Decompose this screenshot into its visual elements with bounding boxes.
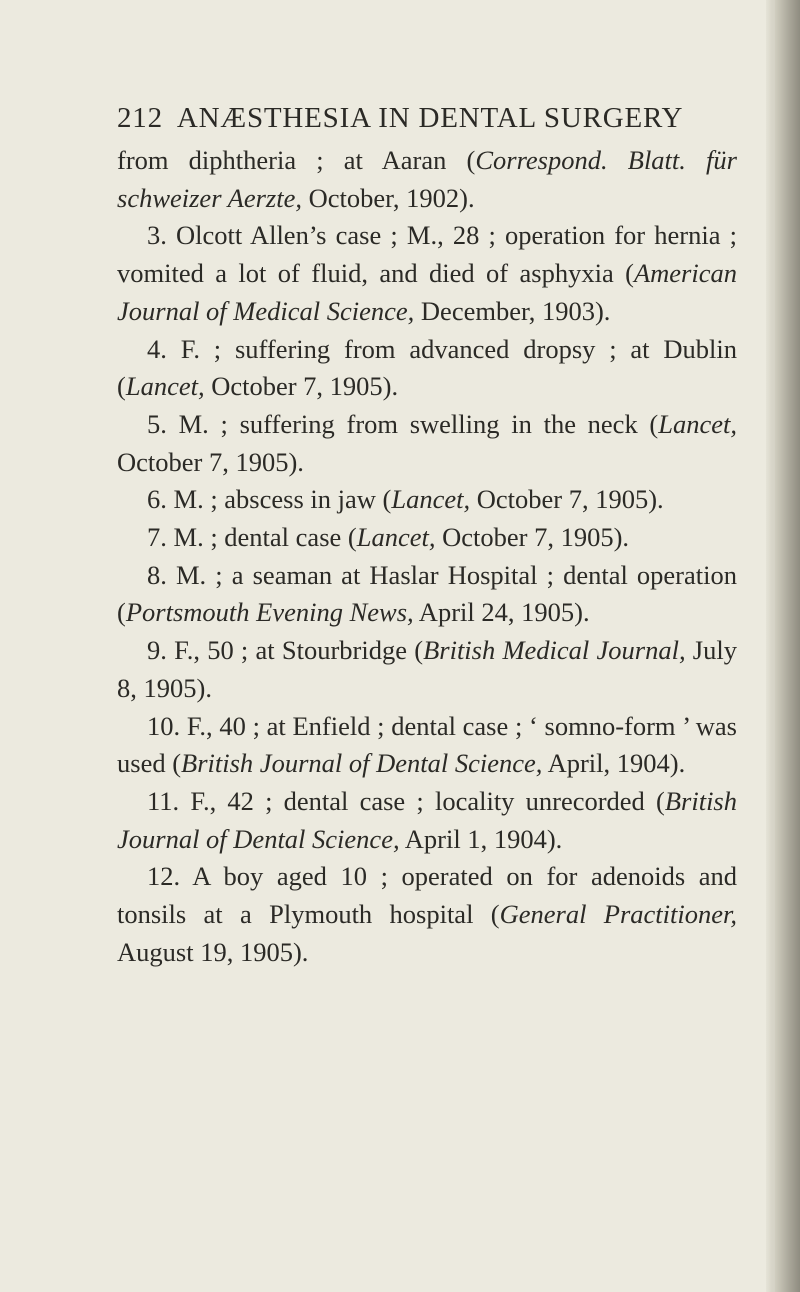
list-item xyxy=(117,858,737,971)
entry-text: 7. M. ; dental case ( xyxy=(147,522,357,553)
list-item xyxy=(117,406,737,481)
entry-citation: Correspond. Blatt. für schweizer Aerzte, xyxy=(117,145,737,213)
entry-text: 3. Olcott Allen’s case ; M., 28 ; operation for hernia ; vomited a lot of fluid, and died of asphyxia ( xyxy=(117,220,737,289)
entry-date: October 7, 1905). xyxy=(435,522,630,553)
entry-text: 4. F. ; suffering from advanced dropsy ; at Dublin ( xyxy=(117,333,737,402)
entry-date: October 7, 1905). xyxy=(470,484,664,515)
entry-citation: British Medical Journal, xyxy=(423,635,686,666)
list-item xyxy=(117,557,737,632)
page-edge xyxy=(766,0,800,1292)
entry-date: July 8, 1905). xyxy=(117,635,737,703)
list-item xyxy=(117,481,737,519)
list-item xyxy=(117,708,737,783)
entry-date: December, 1903). xyxy=(414,295,611,326)
entry-citation: British Journal of Dental Science, xyxy=(181,748,543,779)
list-item xyxy=(117,331,737,406)
entry-continuation xyxy=(117,142,737,217)
entry-text: 8. M. ; a seaman at Haslar Hospital ; dental operation ( xyxy=(117,559,737,628)
entry-text: 11. F., 42 ; dental case ; locality unrecorded ( xyxy=(147,785,665,816)
running-header xyxy=(117,100,737,136)
entry-citation: Lancet, xyxy=(391,484,471,515)
entry-text: 6. M. ; abscess in jaw ( xyxy=(147,484,392,515)
entry-citation: Lancet, xyxy=(356,522,436,553)
entry-date: April 24, 1905). xyxy=(413,597,590,628)
entry-text: 12. A boy aged 10 ; operated on for adenoids and tonsils at a Plymouth hospital ( xyxy=(117,861,737,930)
entry-date: April 1, 1904). xyxy=(399,823,563,854)
entry-citation: General Practitioner, xyxy=(499,899,737,930)
entry-date: October 7, 1905). xyxy=(204,371,399,402)
entry-text: 10. F., 40 ; at Enfield ; dental case ; ‘ somno-form ’ was used ( xyxy=(117,710,737,779)
list-item xyxy=(117,217,737,330)
list-item xyxy=(117,519,737,557)
entry-citation: British Journal of Dental Science, xyxy=(117,785,737,854)
entry-date: October, 1902). xyxy=(301,182,475,213)
page-body xyxy=(117,142,737,971)
entry-date: August 19, 1905). xyxy=(117,936,309,967)
page-number: 212 xyxy=(117,102,163,134)
entry-text: 9. F., 50 ; at Stourbridge ( xyxy=(147,635,424,666)
entry-date: October 7, 1905). xyxy=(117,446,304,477)
running-title: ANÆSTHESIA IN DENTAL SURGERY xyxy=(176,102,684,134)
entry-citation: Lancet, xyxy=(658,408,737,439)
entry-citation: Lancet, xyxy=(125,371,205,402)
entry-citation: Portsmouth Evening News, xyxy=(125,597,414,628)
entry-text: from diphtheria ; at Aaran ( xyxy=(117,145,476,175)
entry-date: April, 1904). xyxy=(542,748,686,779)
list-item xyxy=(117,783,737,858)
list-item xyxy=(117,632,737,707)
entry-text: 5. M. ; suffering from swelling in the neck ( xyxy=(147,408,659,439)
entry-citation: American Journal of Medical Science, xyxy=(117,258,737,326)
